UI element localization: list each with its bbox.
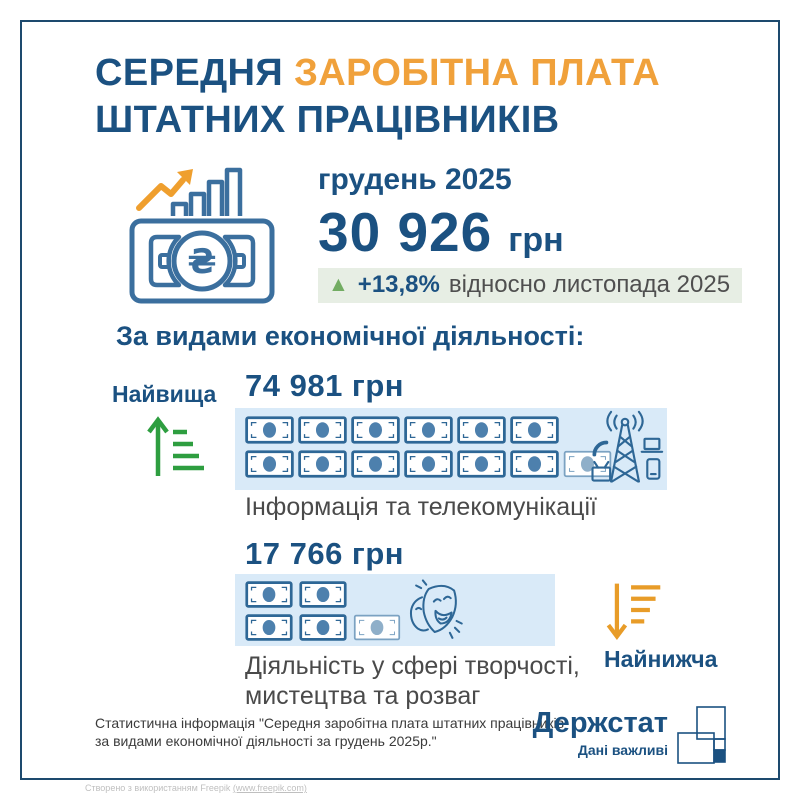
up-triangle-icon: ▲ bbox=[328, 273, 349, 296]
banknote-icon bbox=[298, 416, 347, 444]
banknote-icon bbox=[245, 450, 294, 478]
change-badge bbox=[318, 268, 742, 303]
derzhstat-logo-text bbox=[480, 708, 668, 758]
banknote-icon bbox=[457, 450, 506, 478]
lowest-amount: 17 766 грн bbox=[245, 536, 405, 571]
banknote-icon bbox=[404, 416, 453, 444]
title-word-salary: ЗАРОБІТНА ПЛАТА bbox=[294, 52, 661, 94]
banknote-icon bbox=[457, 416, 506, 444]
report-period: грудень 2025 bbox=[318, 163, 512, 196]
highest-panel bbox=[235, 408, 667, 490]
banknote-icon bbox=[298, 614, 348, 641]
freepik-credit-text: Створено з використанням Freepik bbox=[85, 783, 233, 793]
telecom-tower-icon bbox=[586, 410, 664, 488]
change-percent: +13,8% bbox=[357, 271, 440, 298]
average-salary-value: 30 926 bbox=[318, 201, 493, 263]
banknote-icon bbox=[510, 416, 559, 444]
highest-amount: 74 981 грн bbox=[245, 368, 405, 403]
freepik-credit-link[interactable]: (www.freepik.com) bbox=[232, 783, 307, 793]
title-word-average: СЕРЕДНЯ bbox=[95, 52, 284, 94]
lowest-category-line2: мистецтва та розваг bbox=[245, 682, 481, 710]
banknote-icon bbox=[510, 450, 559, 478]
svg-text:₴: ₴ bbox=[187, 242, 217, 282]
banknote-icon bbox=[244, 581, 294, 608]
theater-masks-icon bbox=[395, 574, 471, 646]
source-note-line2: за видами економічної діяльності за грудень 2025р." bbox=[95, 733, 437, 749]
sort-down-icon bbox=[602, 578, 662, 644]
section-heading: За видами економічної діяльності: bbox=[116, 321, 585, 351]
banknote-icon bbox=[351, 450, 400, 478]
banknote-stack bbox=[245, 416, 612, 478]
lowest-panel bbox=[235, 574, 555, 646]
hero-stat-block bbox=[318, 163, 742, 303]
banknote-icon bbox=[404, 450, 453, 478]
currency-label: грн bbox=[508, 221, 564, 259]
page-title-line1 bbox=[95, 50, 660, 97]
highest-category-label: Інформація та телекомунікації bbox=[245, 493, 597, 521]
change-note: відносно листопада 2025 bbox=[448, 271, 731, 298]
hero-amount-row bbox=[318, 203, 742, 261]
lowest-tag: Найнижча bbox=[604, 646, 718, 672]
derzhstat-logo-squares-icon bbox=[677, 706, 727, 764]
banknote-icon bbox=[351, 416, 400, 444]
banknote-icon bbox=[298, 581, 348, 608]
lowest-category-line1: Діяльність у сфері творчості, bbox=[245, 652, 580, 680]
freepik-credit bbox=[85, 783, 307, 793]
highest-tag: Найвища bbox=[112, 381, 217, 407]
banknote-row bbox=[244, 614, 402, 641]
banknote-stack bbox=[244, 581, 402, 641]
banknote-row bbox=[245, 416, 612, 444]
page-title-line2: ШТАТНИХ ПРАЦІВНИКІВ bbox=[95, 99, 560, 141]
banknote-row bbox=[244, 581, 402, 608]
banknote-icon bbox=[245, 416, 294, 444]
banknote-icon bbox=[298, 450, 347, 478]
derzhstat-logo-title: Держстат bbox=[532, 707, 668, 739]
money-growth-icon bbox=[126, 158, 278, 306]
lowest-category-label bbox=[245, 651, 580, 711]
sort-up-icon bbox=[142, 412, 206, 482]
page-title bbox=[95, 50, 660, 144]
banknote-icon bbox=[244, 614, 294, 641]
derzhstat-logo-tagline: Дані важливі bbox=[577, 742, 668, 758]
source-note-line1: Статистична інформація "Середня заробітна плата штатних працівників bbox=[95, 715, 565, 731]
banknote-row bbox=[245, 450, 612, 478]
